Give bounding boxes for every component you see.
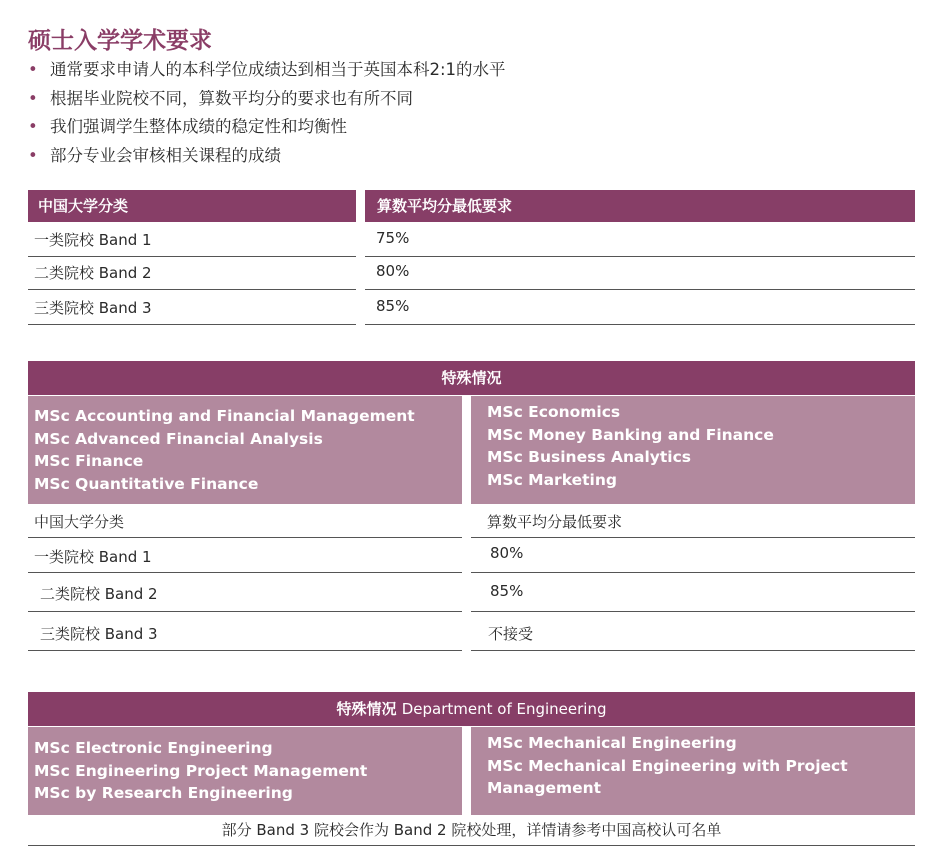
divider xyxy=(28,611,462,612)
program-name: MSc Mechanical Engineering with Project Management xyxy=(487,756,848,797)
list-item: • 根据毕业院校不同，算数平均分的要求也有所不同 xyxy=(28,85,506,114)
special2-title: 特殊情况 Department of Engineering xyxy=(28,692,915,726)
program-name: MSc Business Analytics xyxy=(487,448,691,466)
program-name: MSc Mechanical Engineering xyxy=(487,734,737,752)
special1-band2-value: 85% xyxy=(490,582,524,600)
special1-band3-label: 三类院校 Band 3 xyxy=(40,625,158,643)
divider xyxy=(471,572,915,573)
program-name: MSc Accounting and Financial Management xyxy=(34,407,415,425)
divider xyxy=(471,611,915,612)
bullet-icon: • xyxy=(28,145,38,165)
divider xyxy=(471,650,915,651)
special1-header-category: 中国大学分类 xyxy=(34,513,125,531)
special1-band1-label: 一类院校 Band 1 xyxy=(34,548,152,566)
program-name: MSc by Research Engineering xyxy=(34,784,293,802)
list-item: • 我们强调学生整体成绩的稳定性和均衡性 xyxy=(28,113,506,142)
page-title: 硕士入学学术要求 xyxy=(28,28,212,54)
special1-band1-value: 80% xyxy=(490,544,524,562)
program-name: MSc Finance xyxy=(34,452,144,470)
table1-band3-label: 三类院校 Band 3 xyxy=(34,299,152,317)
bullet-icon: • xyxy=(28,117,38,136)
divider xyxy=(28,650,462,651)
special1-band3-value: 不接受 xyxy=(488,625,534,643)
table1-band1-value: 75% xyxy=(376,229,410,247)
program-name: MSc Electronic Engineering xyxy=(34,739,273,757)
divider xyxy=(28,256,356,257)
divider xyxy=(28,289,356,290)
program-name: MSc Advanced Financial Analysis xyxy=(34,429,323,448)
divider xyxy=(365,324,915,325)
bullet-icon: • xyxy=(28,88,38,108)
special1-header-gpa: 算数平均分最低要求 xyxy=(487,513,623,531)
list-item: • 通常要求申请人的本科学位成绩达到相当于英国本科2:1的水平 xyxy=(28,56,506,85)
table1-band1-label: 一类院校 Band 1 xyxy=(34,231,152,249)
table1-header-category: 中国大学分类 xyxy=(28,190,356,222)
special1-title: 特殊情况 xyxy=(28,361,915,395)
divider xyxy=(28,845,915,846)
divider xyxy=(471,537,915,538)
program-name: MSc Economics xyxy=(487,403,621,421)
table1-band2-value: 80% xyxy=(376,262,410,280)
special1-right-panel xyxy=(471,396,915,504)
divider xyxy=(28,324,356,325)
program-name: MSc Quantitative Finance xyxy=(34,474,259,493)
special1-band2-label: 二类院校 Band 2 xyxy=(40,585,158,603)
divider xyxy=(365,256,915,257)
special2-left-panel xyxy=(28,727,462,815)
program-name: MSc Money Banking and Finance xyxy=(487,425,774,444)
requirements-list xyxy=(28,56,506,170)
list-item: • 部分专业会审核相关课程的成绩 xyxy=(28,142,506,171)
program-name: MSc Engineering Project Management xyxy=(34,761,368,780)
table1-header-gpa: 算数平均分最低要求 xyxy=(365,190,915,222)
divider xyxy=(28,572,462,573)
divider xyxy=(28,537,462,538)
bullet-icon: • xyxy=(28,60,38,79)
divider xyxy=(365,289,915,290)
footnote: 部分 Band 3 院校会作为 Band 2 院校处理，详情请参考中国高校认可名单 xyxy=(221,821,722,839)
special2-right-panel xyxy=(471,727,915,815)
program-name: MSc Marketing xyxy=(487,470,617,489)
table1-band2-label: 二类院校 Band 2 xyxy=(34,264,152,282)
special1-left-panel xyxy=(28,396,462,504)
table1-band3-value: 85% xyxy=(376,297,410,315)
